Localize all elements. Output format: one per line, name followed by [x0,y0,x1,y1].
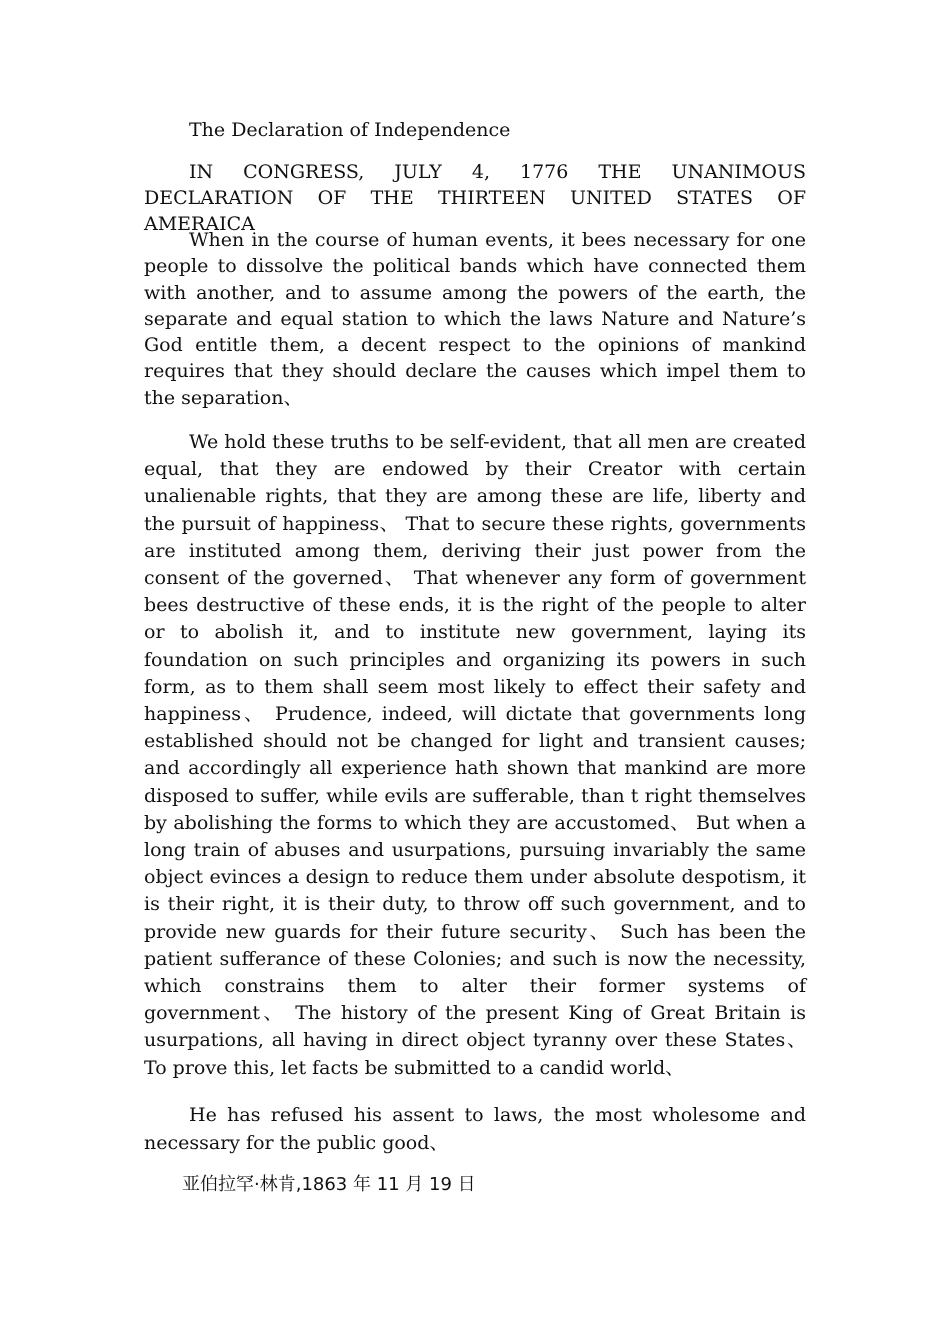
body-paragraph: He has refused his assent to laws, the most wholesome and necessary for the public good、 [144,1104,806,1154]
document-title: The Declaration of Independence [189,119,511,141]
body-paragraph: When in the course of human events, it bees necessary for one people to dissolve the political bands which have connected them with another, and to assume among the powers of the earth, the separate and equal station to which the laws Nature and Nature’s God entitle them, a decent respect to the opinions of mankind requires that they should declare the causes which impel them to the separation、 [144,229,806,409]
signature-line: 亚伯拉罕·林肯,1863 年 11 月 19 日 [182,1174,476,1195]
congress-heading: IN CONGRESS, JULY 4, 1776 THE UNANIMOUS DECLARATION OF THE THIRTEEN UNITED STATES OF AMERAICA [144,161,806,235]
body-paragraph: We hold these truths to be self-evident, that all men are created equal, that they are endowed by their Creator with certain unalienable rights, that they are among these are life, liberty and the pursuit of happiness、 That to secure these rights, governments are instituted among them, deriving their just power from the consent of the governed、 That whenever any form of government bees destructive of these ends, it is the right of the people to alter or to abolish it, and to institute new government, laying its foundation on such principles and organizing its powers in such form, as to them shall seem most likely to effect their safety and happiness、 Prudence, indeed, will dictate that governments long established should not be changed for light and transient causes; and accordingly all experience hath shown that mankind are more disposed to suffer, while evils are sufferable, than t right themselves by abolishing the forms to which they are accustomed、 But when a long train of abuses and usurpations, pursuing invariably the same object evinces a design to reduce them under absolute despotism, it is their right, it is their duty, to throw off such government, and to provide new guards for their future security、 Such has been the patient sufferance of these Colonies; and such is now the necessity, which constrains them to alter their former systems of government、 The history of the present King of Great Britain is usurpations, all having in direct object tyranny over these States、 To prove this, let facts be submitted to a candid world、 [144,431,806,1079]
